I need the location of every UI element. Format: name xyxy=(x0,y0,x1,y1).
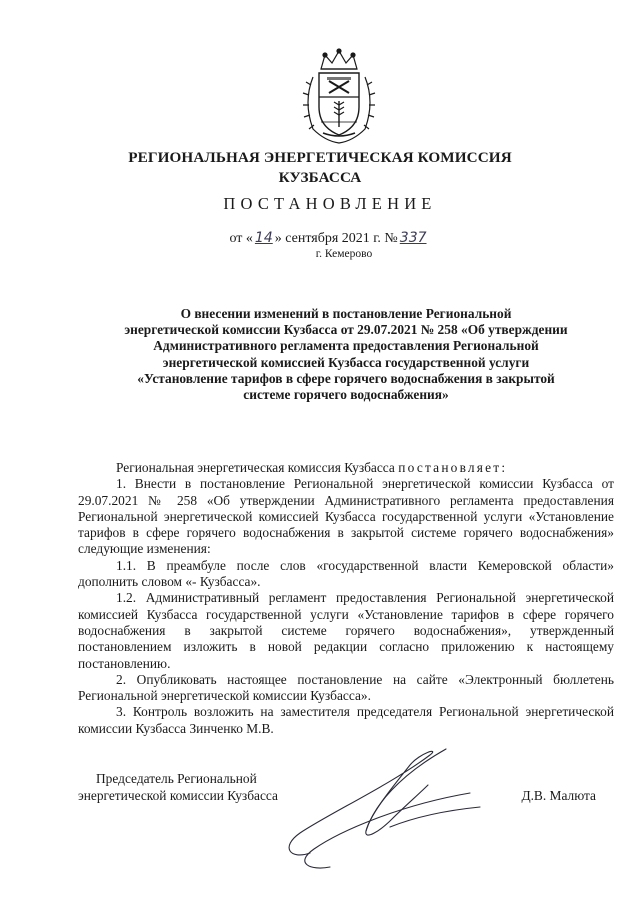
organization-name xyxy=(0,148,640,188)
document-number: 337 xyxy=(399,230,427,246)
paragraph-1: 1. Внести в постановление Региональной энергетической комиссии Кузбасса от 29.07.2021 № 258 «Об утверждении Административного регламента предоставления Региональной энергетической комиссией Кузбасса государственной услуги «Установление тарифов в сфере горячего водоснабжения в закрытой системе горячего водоснабжения» следующие изменения: xyxy=(78,476,614,557)
position-line-2: энергетической комиссии Кузбасса xyxy=(78,788,278,803)
signatory-name: Д.В. Малюта xyxy=(521,788,596,803)
date-day: 14 xyxy=(254,230,273,246)
org-line-1: РЕГИОНАЛЬНАЯ ЭНЕРГЕТИЧЕСКАЯ КОМИССИЯ xyxy=(128,149,512,166)
signatory-position xyxy=(78,770,278,804)
date-prefix: от « xyxy=(229,231,253,246)
date-mid: » сентября 2021 г. № xyxy=(274,231,398,246)
kuzbass-coat-of-arms-icon xyxy=(299,47,379,145)
document-body xyxy=(78,460,614,737)
intro-paragraph xyxy=(78,460,614,476)
position-line-1: Председатель Региональной xyxy=(96,771,257,786)
paragraph-3: 3. Контроль возложить на заместителя председателя Региональной энергетической комиссии Кузбасса Зинченко М.В. xyxy=(78,704,614,736)
subject-line: «Установление тарифов в сфере горячего водоснабжения в закрытой xyxy=(137,370,555,386)
city: г. Кемерово xyxy=(315,248,373,260)
handwritten-signature xyxy=(270,735,500,875)
paragraph-1-1: 1.1. В преамбуле после слов «государственной власти Кемеровской области» дополнить словом «- Кузбасса». xyxy=(78,557,614,590)
intro-text: Региональная энергетическая комиссия Кузбасса xyxy=(116,460,399,475)
subject-line: энергетической комиссии Кузбасса от 29.07.2021 № 258 «Об утверждении xyxy=(124,322,568,338)
date-line xyxy=(0,230,640,247)
document-subject xyxy=(78,306,614,403)
intro-resolves: постановляет: xyxy=(398,460,508,475)
paragraph-2: 2. Опубликовать настоящее постановление на сайте «Электронный бюллетень Региональной энергетической комиссии Кузбасса». xyxy=(78,671,614,704)
subject-line: Административного регламента предоставления Региональной xyxy=(153,338,539,354)
subject-line: энергетической комиссией Кузбасса государственной услуги xyxy=(162,354,530,370)
subject-line: О внесении изменений в постановление Региональной xyxy=(180,306,512,321)
subject-line: системе горячего водоснабжения» xyxy=(243,387,449,403)
org-line-2: КУЗБАССА xyxy=(278,169,362,186)
document-type: ПОСТАНОВЛЕНИЕ xyxy=(223,194,437,213)
paragraph-1-2: 1.2. Административный регламент предоставления Региональной энергетической комиссией Кузбасса государственной услуги «Установление тарифов в сфере горячего водоснабжения в закрытой системе горячего водоснабжения», утвержденный постановлением изложить в новой редакции согласно приложению к настоящему постановлению. xyxy=(78,590,614,671)
